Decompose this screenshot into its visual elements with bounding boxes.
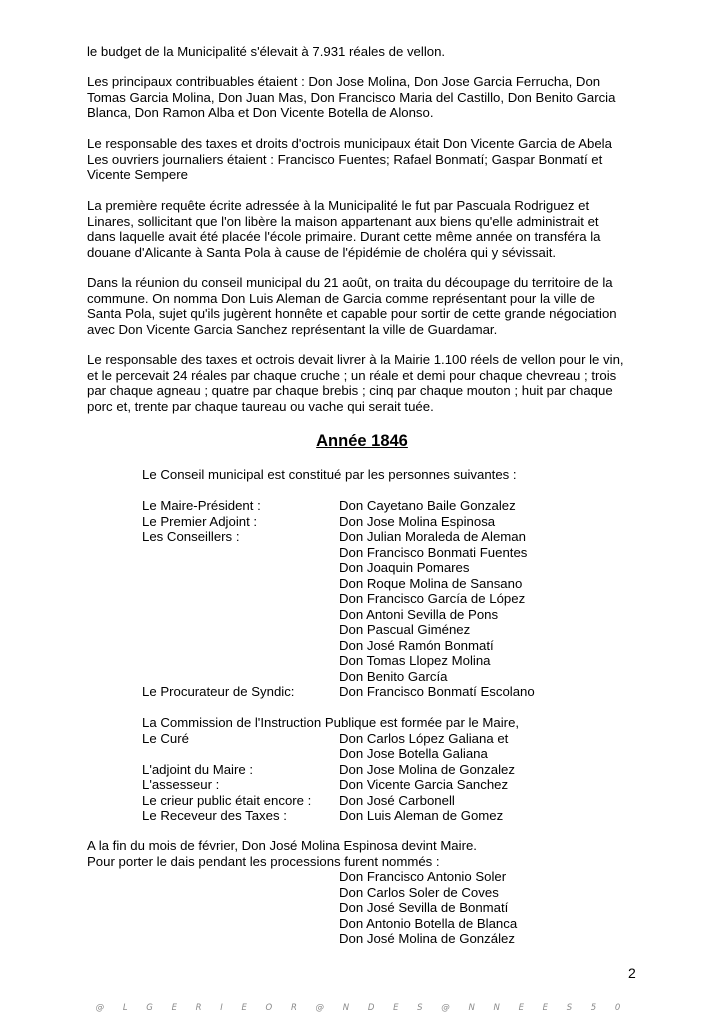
member-name: Don José Ramón Bonmatí	[339, 637, 494, 653]
text-line: Le responsable des taxes et octrois devait livrer à la Mairie 1.100 réels de vellon pour le vin,	[87, 352, 624, 367]
role-label: L'assesseur :	[142, 777, 220, 792]
member-name: Don Francisco Bonmatí Escolano	[339, 684, 535, 699]
text-line: le budget de la Municipalité s'élevait à 7.931 réales de vellon.	[87, 44, 446, 59]
text-line: Les ouvriers journaliers étaient : Francisco Fuentes; Rafael Bonmatí; Gaspar Bonmatí et	[87, 151, 603, 167]
paragraph-octrois	[87, 352, 647, 414]
role-label: Le crieur public était encore :	[142, 792, 312, 808]
member-name: Don Carlos López Galiana et	[339, 730, 509, 746]
member-name: Don Francisco Bonmati Fuentes	[339, 544, 528, 560]
member-name: Don Vicente Garcia Sanchez	[339, 777, 509, 792]
bearer-name: Don José Molina de González	[339, 931, 515, 946]
member-name: Don Francisco García de López	[339, 591, 526, 606]
member-name: Don Julian Moraleda de Aleman	[339, 529, 526, 544]
council-intro: Le Conseil municipal est constitué par les personnes suivantes :	[142, 467, 517, 482]
text-line: Santa Pola, sujet qu'ils jugèrent honnête et capable pour sortir de cette grande négociation	[87, 306, 617, 322]
text-line: douane d'Alicante à Santa Pola à cause de l'épidémie de choléra qui y sévissait.	[87, 244, 557, 260]
text-line: Dans la réunion du conseil municipal du 21 août, on traita du découpage du territoire de la	[87, 275, 613, 290]
text-line: et le percevait 24 réales par chaque cruche ; un réale et demi pour chaque chevreau ; trois	[87, 367, 617, 383]
text-line: Les principaux contribuables étaient : Don Jose Molina, Don Jose Garcia Ferrucha, Don	[87, 74, 601, 89]
section-heading	[0, 432, 724, 451]
text-line: commune. On nomma Don Luis Aleman de Garcia comme représentant pour la ville de	[87, 290, 595, 306]
role-label: Le Procurateur de Syndic:	[142, 684, 295, 699]
text-line: dans laquelle avait été placée l'école primaire. Durant cette même année on transféra la	[87, 229, 601, 245]
text-line: Vicente Sempere	[87, 167, 188, 183]
paragraph-contribuables	[87, 74, 647, 121]
text-line: par chaque agneau ; quatre par chaque brebis ; cinq par chaque mouton ; huit par chaque	[87, 383, 613, 399]
role-label: L'adjoint du Maire :	[142, 761, 254, 777]
bearer-name: Don Francisco Antonio Soler	[339, 869, 507, 884]
member-name: Don Jose Molina Espinosa	[339, 513, 496, 529]
bearer-name: Don Carlos Soler de Coves	[339, 884, 499, 900]
paragraph-taxes	[87, 136, 647, 183]
role-label: Le Curé	[142, 730, 189, 746]
text-line: La première requête écrite adressée à la Municipalité le fut par Pascuala Rodriguez et	[87, 198, 590, 213]
text-line: Linares, sollicitant que l'on libère la maison appartenant aux biens qu'elle administrait et	[87, 213, 599, 229]
member-name: Don Luis Aleman de Gomez	[339, 808, 504, 823]
closing-line: A la fin du mois de février, Don José Molina Espinosa devint Maire.	[87, 838, 477, 853]
member-name: Don Jose Botella Galiana	[339, 746, 488, 761]
member-name: Don Cayetano Baile Gonzalez	[339, 498, 516, 513]
paragraph-reunion	[87, 275, 647, 337]
bearer-name: Don Antonio Botella de Blanca	[339, 915, 518, 931]
role-label: Le Receveur des Taxes :	[142, 808, 287, 823]
member-name: Don Tomas Llopez Molina	[339, 653, 491, 668]
member-name: Don José Carbonell	[339, 792, 455, 808]
member-name: Don Joaquin Pomares	[339, 560, 470, 575]
text-line: Blanca, Don Ramon Alba et Don Vicente Botella de Alonso.	[87, 105, 434, 121]
commission-intro: La Commission de l'Instruction Publique est formée par le Maire,	[142, 715, 520, 730]
heading-text: Année 1846	[316, 432, 408, 450]
role-label: Le Premier Adjoint :	[142, 513, 258, 529]
page-footer: @ L G E R I E O R @ N D E S @ N N E E S 5 0	[95, 1003, 629, 1013]
bearer-name: Don José Sevilla de Bonmatí	[339, 900, 509, 915]
text-line: porc et, trente par chaque taureau ou vache qui serait tuée.	[87, 398, 434, 414]
role-label: Le Maire-Président :	[142, 498, 261, 513]
text-line: Le responsable des taxes et droits d'octrois municipaux était Don Vicente Garcia de Abela	[87, 136, 612, 151]
paragraph-requete	[87, 198, 647, 260]
member-name: Don Pascual Giménez	[339, 622, 471, 637]
text-line: avec Don Vicente Garcia Sanchez représentant la ville de Guardamar.	[87, 321, 498, 337]
member-name: Don Jose Molina de Gonzalez	[339, 761, 515, 777]
paragraph-budget	[87, 44, 647, 60]
member-name: Don Antoni Sevilla de Pons	[339, 606, 499, 622]
role-label: Les Conseillers :	[142, 529, 240, 544]
member-name: Don Benito García	[339, 668, 448, 684]
text-line: Tomas Garcia Molina, Don Juan Mas, Don Francisco Maria del Castillo, Don Benito Garcia	[87, 89, 616, 105]
closing-line: Pour porter le dais pendant les processions furent nommés :	[87, 853, 440, 869]
page-number: 2	[628, 965, 636, 981]
member-name: Don Roque Molina de Sansano	[339, 575, 523, 591]
